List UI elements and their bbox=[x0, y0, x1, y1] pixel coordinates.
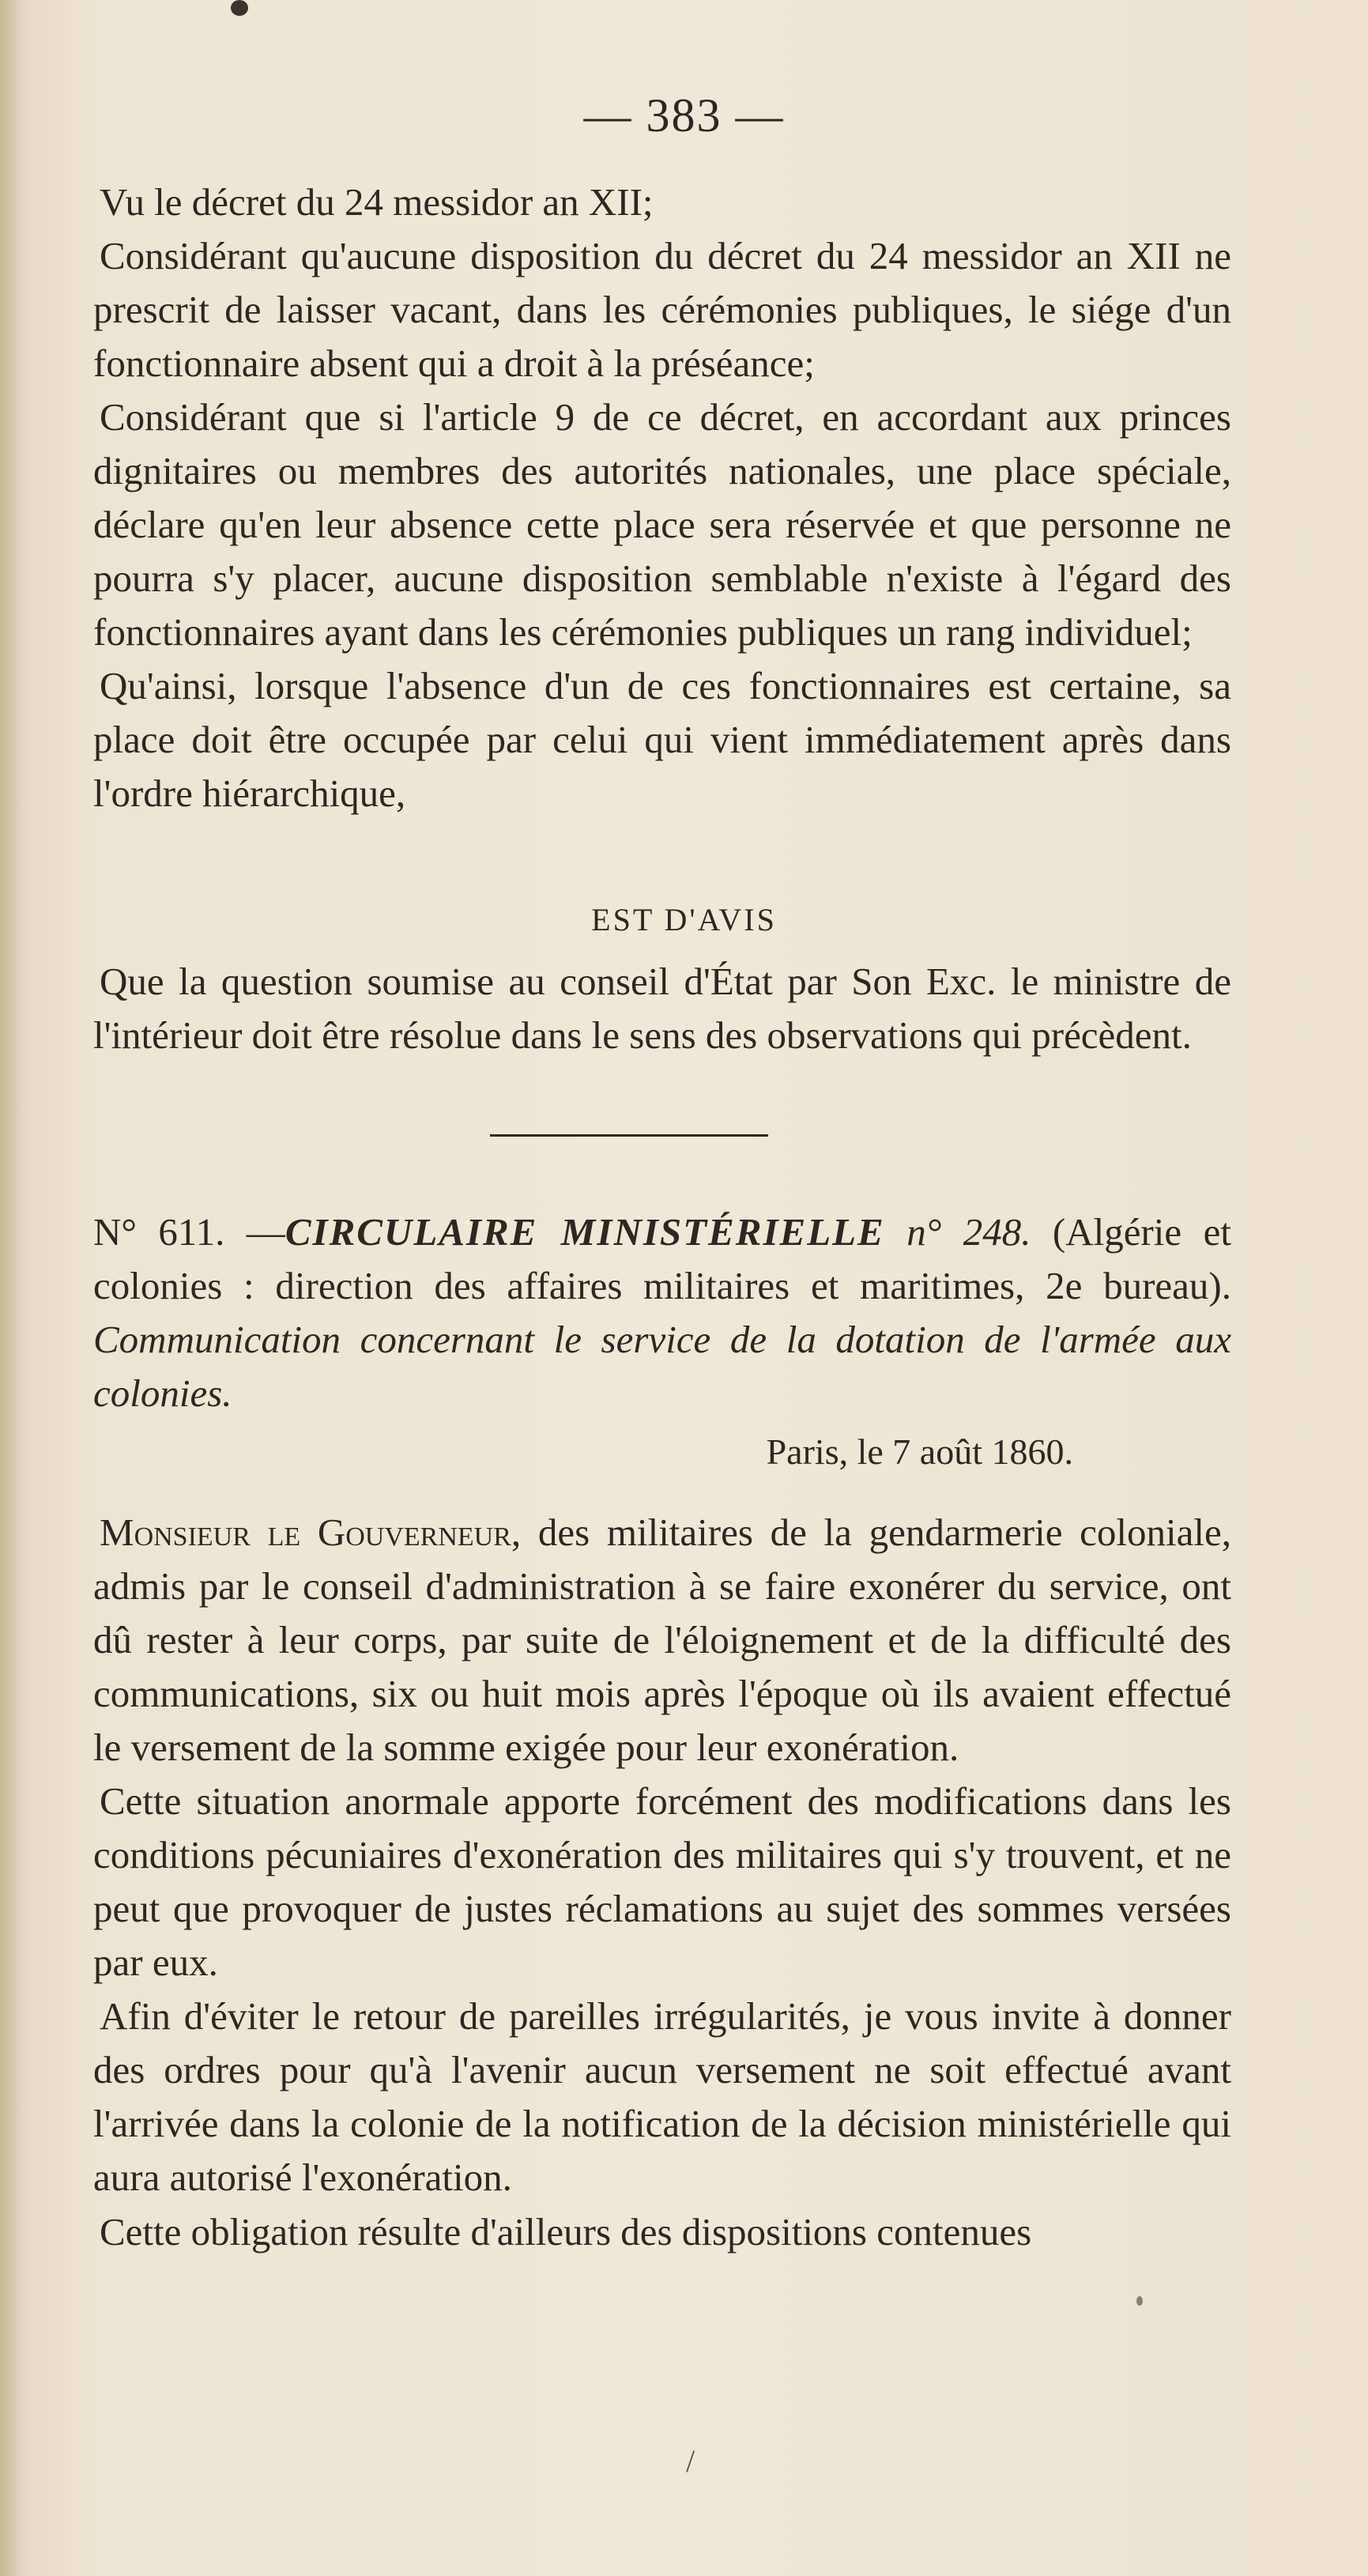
letter-paragraph-2: Cette situation anormale apporte forcément des modifications dans les conditions pécuniaires d'exonération des militaires qui s'y trouvent, et ne peut que provoquer de justes réclamations au sujet des sommes versées par eux. bbox=[93, 1779, 1231, 1984]
letter-salutation: Monsieur le Gouverneur, bbox=[100, 1511, 522, 1554]
letter-paragraph-1 bbox=[93, 1506, 1231, 1775]
circular-ref: n° 248. bbox=[884, 1210, 1031, 1254]
circular-number: N° 611. — bbox=[93, 1210, 285, 1254]
paragraph-considerant-2: Considérant que si l'article 9 de ce décret, en accordant aux princes dignitaires ou membres des autorités nationales, une place spéciale, déclare qu'en leur absence cette place sera réservée et que personne ne pourra s'y placer, aucune disposition semblable n'existe à l'égard des fonctionnaires ayant dans les cérémonies publiques un rang individuel; bbox=[93, 395, 1231, 654]
section-divider bbox=[490, 1134, 768, 1137]
letter-paragraph-3: Afin d'éviter le retour de pareilles irrégularités, je vous invite à donner des ordres pour qu'à l'avenir aucun versement ne soit effectué avant l'arrivée dans la colonie de la notification de la décision ministérielle qui aura autorisé l'exonération. bbox=[93, 1994, 1231, 2199]
page-number: — 383 — bbox=[583, 89, 785, 141]
avis-heading: EST D'AVIS bbox=[591, 902, 777, 937]
avis-paragraph: Que la question soumise au conseil d'État par Son Exc. le ministre de l'intérieur doit être résolue dans le sens des observations qui précèdent. bbox=[93, 960, 1231, 1057]
circular-date: Paris, le 7 août 1860. bbox=[766, 1431, 1073, 1472]
letter-paragraph-4: Cette obligation résulte d'ailleurs des dispositions contenues bbox=[100, 2210, 1032, 2254]
stray-mark: / bbox=[686, 2443, 695, 2479]
circular-paren: (Algérie et colonies : direction des affaires militaires et maritimes, 2e bureau). bbox=[93, 1210, 1231, 1307]
paragraph-vu: Vu le décret du 24 messidor an XII; bbox=[100, 180, 654, 224]
section-considerants bbox=[93, 175, 1231, 820]
circular-subject: Communication concernant le service de la dotation de l'armée aux colonies. bbox=[93, 1318, 1231, 1415]
letter-paragraph-1-text: des militaires de la gendarmerie coloniale, admis par le conseil d'administration à se faire exonérer du service, ont dû rester à leur corps, par suite de l'éloignement et de la difficulté des communications, six ou huit mois après l'époque où ils avaient effectué le versement de la somme exigée pour leur exonération. bbox=[93, 1511, 1231, 1769]
circular-header bbox=[93, 1205, 1231, 1420]
paragraph-quainsi: Qu'ainsi, lorsque l'absence d'un de ces fonctionnaires est certaine, sa place doit être occupée par celui qui vient immédiatement après dans l'ordre hiérarchique, bbox=[93, 664, 1231, 815]
page-edge-shadow bbox=[0, 0, 22, 2576]
letter-paragraph-4-container bbox=[93, 2205, 1231, 2259]
paragraph-considerant-1: Considérant qu'aucune disposition du décret du 24 messidor an XII ne prescrit de laisser vacant, dans les cérémonies publiques, le siége d'un fonctionnaire absent qui a droit à la préséance; bbox=[93, 234, 1231, 385]
letter-body bbox=[93, 1506, 1231, 2204]
circular-title: CIRCULAIRE MINISTÉRIELLE bbox=[285, 1210, 885, 1254]
avis-block bbox=[93, 955, 1231, 1062]
small-spot bbox=[1136, 2296, 1143, 2306]
ink-spot bbox=[231, 0, 248, 16]
